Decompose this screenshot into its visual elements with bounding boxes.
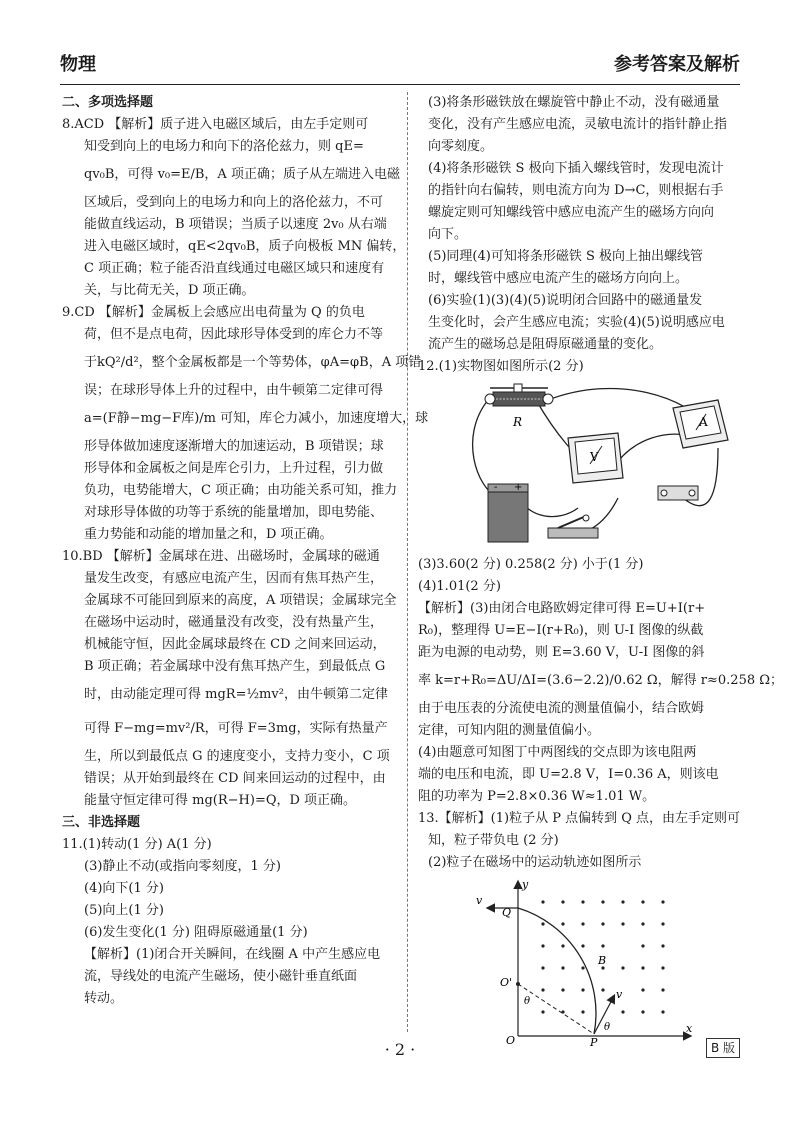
answer-line: 端的电压和电流，即 U=2.8 V，I=0.36 A，则该电	[418, 767, 719, 782]
answer-line: 误；在球形导体上升的过程中，由牛顿第二定律可得	[84, 383, 384, 398]
answer-line: 区域后，受到向上的电场力和向上的洛伦兹力，不可	[84, 195, 384, 210]
answer-line: 机械能守恒，因此金属球最终在 CD 之间来回运动，	[84, 637, 386, 652]
answer-line: 时，由动能定理可得 mgR=½mv²，由牛顿第二定律	[84, 687, 388, 702]
answer-line: 流产生的磁场总是阻碍原磁通量的变化。	[428, 337, 663, 352]
answer-line: 错误；从开始到最终在 CD 间来回运动的过程中，由	[84, 771, 386, 786]
x-axis-label: x	[686, 1022, 693, 1035]
answer-line: (4)向下(1 分)	[84, 881, 164, 896]
answer-line: 13.【解析】(1)粒子从 P 点偏转到 Q 点，由左手定则可	[418, 811, 741, 826]
answer-line: 8.ACD 【解析】质子进入电磁区域后，由左手定则可	[62, 117, 369, 132]
answer-line: 率 k=r+R₀=ΔU/ΔI=(3.6−2.2)/0.62 Ω，解得 r≈0.258 Ω；	[418, 673, 784, 688]
point-q-label: Q	[502, 906, 512, 919]
page-number: · 2 ·	[384, 1040, 416, 1059]
circuit-svg	[418, 378, 746, 554]
theta-label-p: θ	[604, 1022, 611, 1033]
center-o-prime-label: O'	[500, 976, 513, 989]
answer-line: 【解析】(3)由闭合电路欧姆定律可得 E=U+I(r+	[418, 601, 706, 616]
answer-line: (2)粒子在磁场中的运动轨迹如图所示	[428, 855, 642, 870]
answer-line: 11.(1)转动(1 分) A(1 分)	[62, 837, 212, 852]
answer-line: 螺旋定则可知螺线管中感应电流产生的磁场方向向	[428, 205, 715, 220]
rheostat-icon	[485, 384, 553, 406]
page-header	[60, 44, 740, 85]
section-heading: 二、多项选择题	[62, 95, 154, 110]
answer-line: 的指针向右偏转，则电流方向为 D→C，则根据右手	[428, 183, 724, 198]
answer-line: 由于电压表的分流使电流的测量值偏小，结合欧姆	[418, 701, 705, 716]
document-title: 参考答案及解析	[614, 54, 740, 75]
point-p-label: P	[590, 1036, 598, 1049]
trajectory-arc	[518, 908, 596, 1034]
answer-line: 知受到向上的电场力和向下的洛伦兹力，则 qE=	[84, 139, 364, 154]
answer-line: 重力势能和动能的增加量之和，D 项正确。	[84, 527, 333, 542]
answer-line: 知，粒子带负电 (2 分)	[428, 833, 559, 848]
answer-line: (3)3.60(2 分) 0.258(2 分) 小于(1 分)	[418, 557, 644, 572]
answer-line: (3)将条形磁铁放在螺旋管中静止不动，没有磁通量	[428, 95, 720, 110]
velocity-label-q: v	[476, 894, 483, 907]
answer-line: 9.CD 【解析】金属板上会感应出电荷量为 Q 的负电	[62, 305, 365, 320]
answer-line: (4)由题意可知图丁中两图线的交点即为该电阻两	[418, 745, 697, 760]
rheostat-label: R	[513, 415, 523, 429]
answer-line: 【解析】(1)闭合开关瞬间，在线圈 A 中产生感应电	[84, 947, 381, 962]
answer-line: C 项正确；粒子能否沿直线通过电磁区域只和速度有	[84, 261, 385, 276]
answer-line: 阻的功率为 P=2.8×0.36 W≈1.01 W。	[418, 789, 656, 804]
answer-line: (5)同理(4)可知将条形磁铁 S 极向上抽出螺线管	[428, 249, 703, 264]
version-badge: B 版	[706, 1038, 740, 1058]
column-divider	[407, 92, 408, 1032]
answer-line: a=(F静−mg−F库)/m 可知，库仑力减小，加速度增大，球	[84, 411, 429, 426]
field-b-label: B	[598, 954, 607, 967]
answer-line: 对球形导体做的功等于系统的能量增加，即电势能、	[84, 505, 384, 520]
answer-line: 可得 F−mg=mv²/R，可得 F=3mg，实际有热量产	[84, 721, 388, 736]
answer-line: 定律，可知内阻的测量值偏小。	[418, 723, 601, 738]
answer-line: 在磁场中运动时，磁通量没有改变，没有热量产生，	[84, 615, 384, 630]
answer-line: 关，与比荷无关，D 项正确。	[84, 283, 255, 298]
answer-line: 能量守恒定律可得 mg(R−H)=Q，D 项正确。	[84, 793, 357, 808]
answer-line: (6)发生变化(1 分) 阻碍原磁通量(1 分)	[84, 925, 308, 940]
answer-line: (6)实验(1)(3)(4)(5)说明闭合回路中的磁通量发	[428, 293, 703, 308]
section-heading: 三、非选择题	[62, 815, 141, 830]
answer-line: 时，螺线管中感应电流产生的磁场方向向上。	[428, 271, 689, 286]
answer-line: 12.(1)实物图如图所示(2 分)	[418, 359, 584, 374]
left-column	[62, 92, 429, 1010]
answer-line: 能做直线运动，B 项错误；当质子以速度 2v₀ 从右端	[84, 217, 387, 232]
answer-line: 金属球不可能回到原来的高度，A 项错误；金属球完全	[84, 593, 397, 608]
answer-line: qv₀B，可得 v₀=E/B，A 项正确；质子从左端进入电磁	[84, 167, 400, 182]
answer-line: 变化，没有产生感应电流，灵敏电流计的指针静止指	[428, 117, 728, 132]
answer-line: 向下。	[428, 227, 468, 242]
answer-line: 形导体做加速度逐渐增大的加速运动，B 项错误；球	[84, 439, 384, 454]
answer-line: 转动。	[84, 991, 124, 1006]
answer-line: 生变化时，会产生感应电流；实验(4)(5)说明感应电	[428, 315, 725, 330]
theta-label-center: θ	[524, 996, 531, 1007]
answer-line: (5)向上(1 分)	[84, 903, 164, 918]
answer-line: (4)将条形磁铁 S 极向下插入螺线管时，发现电流计	[428, 161, 724, 176]
answer-line: (3)静止不动(或指向零刻度，1 分)	[84, 859, 281, 874]
answer-line: 形导体和金属板之间是库仑引力，上升过程，引力做	[84, 461, 384, 476]
answer-line: 10.BD 【解析】金属球在进、出磁场时，金属球的磁通	[62, 549, 380, 564]
origin-label: O	[506, 1034, 516, 1047]
battery-plus-label: +	[514, 482, 523, 493]
answer-line: 于kQ²/d²，整个金属板都是一个等势体，φA=φB，A 项错	[84, 355, 422, 370]
subject-title: 物理	[60, 54, 96, 75]
velocity-label-p: v	[616, 988, 623, 1001]
switch-icon	[548, 515, 598, 538]
circuit-diagram	[418, 378, 746, 554]
answer-line: 距为电源的电动势，则 E=3.60 V，U-I 图像的斜	[418, 645, 705, 660]
battery-minus-label: -	[494, 482, 498, 493]
voltmeter-label: V	[590, 450, 599, 464]
answer-line: 进入电磁区域时，qE<2qv₀B，质子向极板 MN 偏转，	[84, 239, 406, 254]
answer-line: 流，导线处的电流产生磁场，使小磁针垂直纸面	[84, 969, 358, 984]
answer-line: (4)1.01(2 分)	[418, 579, 501, 594]
answer-line: 生，所以到最低点 G 的速度变小，支持力变小，C 项	[84, 749, 390, 764]
y-axis-label: y	[522, 878, 529, 891]
answer-line: 负功，电势能增大，C 项正确；由功能关系可知，推力	[84, 483, 398, 498]
answer-line: 荷，但不是点电荷，因此球形导体受到的库仑力不等	[84, 327, 384, 342]
ammeter-label: A	[699, 415, 708, 429]
answer-line: 量发生改变，有感应电流产生，因而有焦耳热产生，	[84, 571, 384, 586]
answer-line: B 项正确；若金属球中没有焦耳热产生，到最低点 G	[84, 659, 386, 674]
resistor-icon	[658, 486, 698, 500]
answer-line: 向零刻度。	[428, 139, 494, 154]
answer-line: R₀)，整理得 U=E−I(r+R₀)，则 U-I 图像的纵截	[418, 623, 704, 638]
